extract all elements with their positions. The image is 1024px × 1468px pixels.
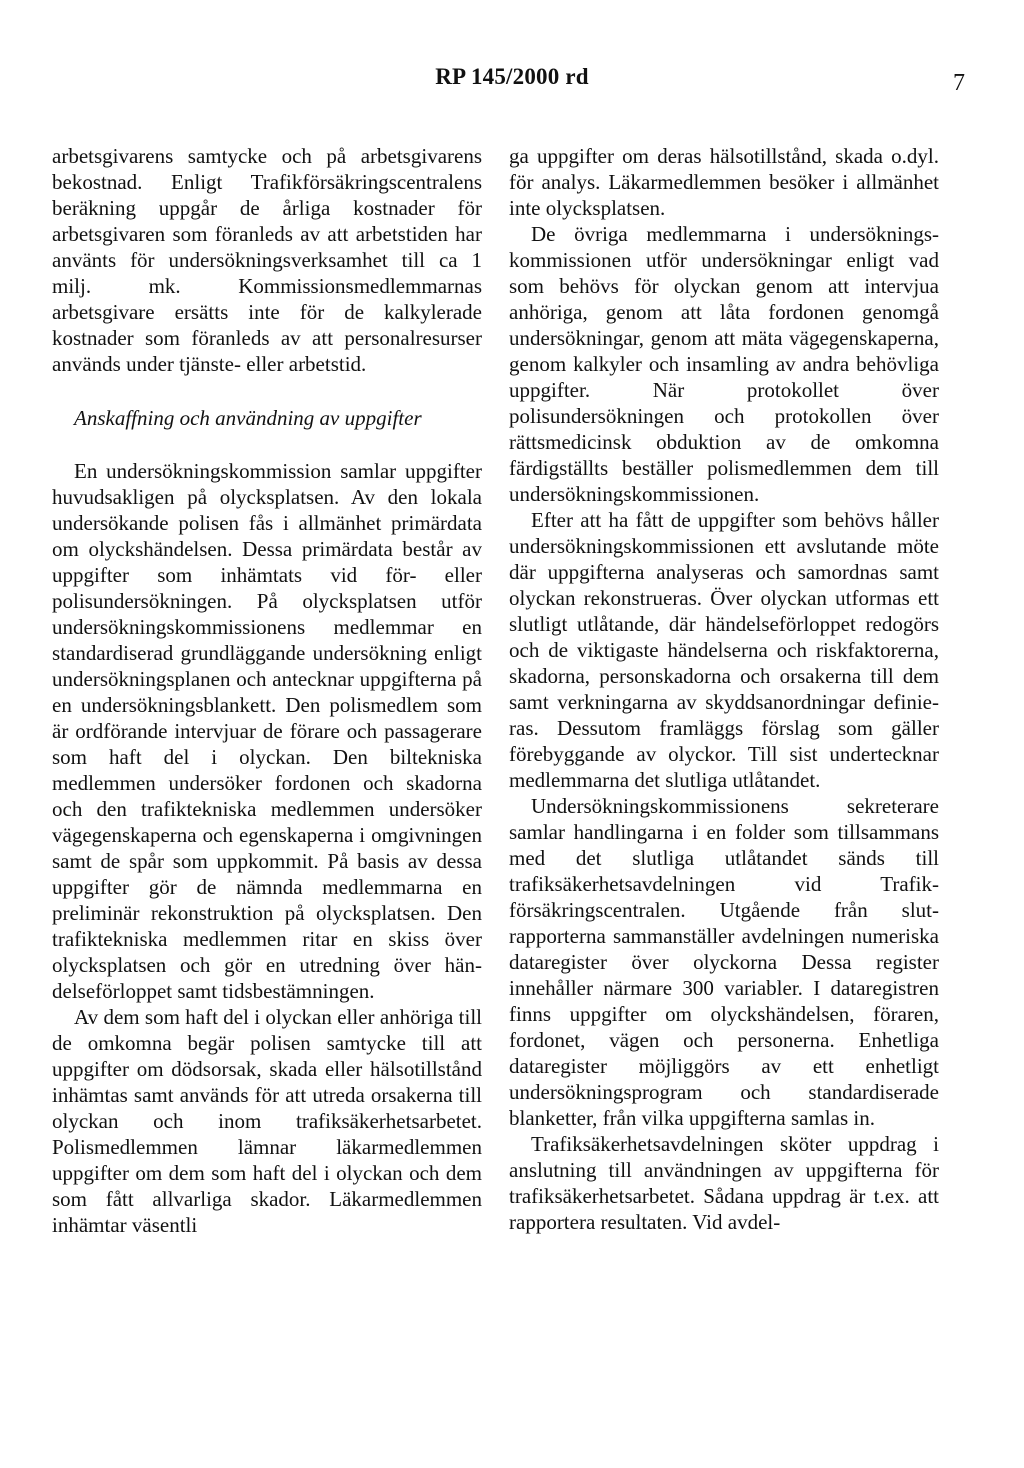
document-header-title: RP 145/2000 rd — [435, 64, 589, 89]
paragraph: arbetsgivarens samtycke och på arbetsgivarens bekostnad. Enligt Trafikförsäkringscentralens beräkning uppgår de årliga kostnader för arbetsgivaren som föranleds av att arbetstiden har använts för undersökningsverksamhet till ca 1 milj. mk. Kommissionsmedlemmarnas arbetsgivare ersätts inte för de kalkylerade kostnader som föranleds av att personalresurser används under tjänste- eller arbetstid. — [52, 144, 482, 376]
paragraph: Av dem som haft del i olyckan eller anhöriga till de omkomna begär polisen samtycke till att uppgifter om dödsorsak, skada eller hälsotillstånd inhämtas samt används för att utreda orsakerna till olyckan och inom trafiksäkerhetsarbetet. Polismedlemmen lämnar läkarmedlemmen uppgifter om dem som haft del i olyckan och dem som fått allvarliga skador. Läkarmedlemmen inhämtar väsentli — [52, 1005, 482, 1237]
paragraph: Undersökningskommissionens sekreterare samlar handlingarna i en folder som tillsammans med det slutliga utlåtandet sänds till trafiksäkerhetsavdelningen vid Trafikförsäkringscentralen. Utgående från slutrapporterna sammanställer avdelningen numeriska dataregister över olyckorna Dessa register innehåller närmare 300 variabler. I dataregistren finns uppgifter om olyckshändelsen, föraren, fordonet, vägen och personerna. Enhetliga dataregister möjliggörs av ett enhetligt undersökningsprogram och standardiserade blanketter, från vilka uppgifterna samlas in. — [509, 794, 939, 1130]
paragraph: Trafiksäkerhetsavdelningen sköter uppdrag i anslutning till användningen av uppgifterna för trafiksäkerhetsarbetet. Sådana uppdrag är t.ex. att rapportera resultaten. Vid avdel- — [509, 1132, 939, 1234]
paragraph: ga uppgifter om deras hälsotillstånd, skada o.dyl. för analys. Läkarmedlemmen besöker i allmänhet inte olycksplatsen. — [509, 144, 939, 220]
paragraph: De övriga medlemmarna i undersökningskommissionen utför undersökningar enligt vad som behövs för olyckan genom att intervjua anhöriga, genom att låta fordonen genomgå undersökningar, genom att mäta vägegenskaperna, genom kalkyler och insamling av andra behövliga uppgifter. När protokollet över polisundersökningen och protokollen över rättsmedicinsk obduktion av de omkomna färdigställts beställer polismedlemmen dem till undersökningskommissionen. — [509, 222, 939, 506]
left-column — [52, 143, 482, 1238]
page-number: 7 — [953, 70, 965, 96]
right-column — [509, 143, 939, 1235]
paragraph: Efter att ha fått de uppgifter som behövs håller undersökningskommissionen ett avslutande möte där uppgifterna analyseras och samordnas samt olyckan rekonstrueras. Över olyckan utformas ett slutligt utlåtande, där händelseförloppet redogörs och de viktigaste händelserna och riskfaktorerna, skadorna, personskadorna och orsakerna till dem samt verkningarna av skyddsanordningar definieras. Dessutom framläggs förslag som gäller förebyggande av olyckor. Till sist undertecknar medlemmarna det slutliga utlåtandet. — [509, 508, 939, 792]
section-heading: Anskaffning och användning av uppgifter — [74, 406, 422, 430]
paragraph: En undersökningskommission samlar uppgifter huvudsakligen på olycksplatsen. Av den lokala undersökande polisen fås i allmänhet primärdata om olyckshändelsen. Dessa primärdata består av uppgifter som inhämtats vid för- eller polisundersökningen. På olycksplatsen utför undersökningskommissionens medlemmar en standardiserad grundläggande undersökning enligt undersökningsplanen och antecknar uppgifterna på en undersökningsblankett. Den polismedlem som är ordförande intervjuar de förare och passagerare som haft del i olyckan. Den biltekniska medlemmen undersöker fordonen och skadorna och den trafiktekniska medlemmen undersöker vägegenskaperna och egenskaperna i omgivningen samt de spår som uppkommit. På basis av dessa uppgifter gör de nämnda medlemmarna en preliminär rekonstruktion på olycksplatsen. Den trafiktekniska medlemmen ritar en skiss över olycksplatsen och gör en utredning över händelseförloppet samt tidsbestämningen. — [52, 459, 482, 1003]
